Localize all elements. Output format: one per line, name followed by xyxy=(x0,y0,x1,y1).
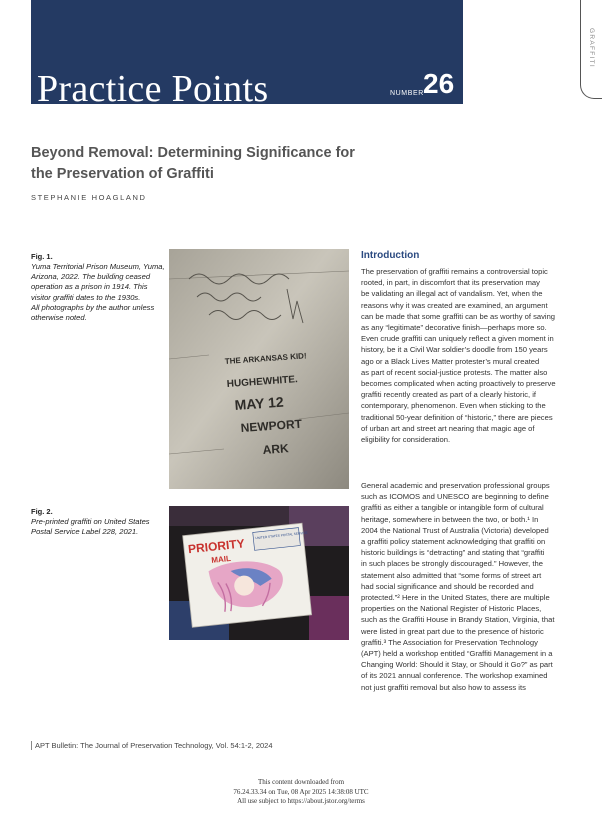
intro-paragraph-2 xyxy=(361,480,587,693)
text-line: as any “legitimate” decorative finish—perhaps more so. xyxy=(361,323,547,333)
download-line: All use subject to https://about.jstor.org/terms xyxy=(237,797,365,805)
text-line: reasons why it was created are examined, an argument xyxy=(361,300,548,310)
text-line: 2004 the National Trust of Australia (Victoria) developed xyxy=(361,525,549,535)
article-title-line: the Preservation of Graffiti xyxy=(31,166,214,182)
text-line: Even crude graffiti can uniquely reflect a given moment in xyxy=(361,334,554,344)
download-notice xyxy=(0,778,602,807)
text-line: statement also admitted that “some forms of street art xyxy=(361,570,542,580)
section-heading-introduction: Introduction xyxy=(361,250,420,261)
text-line: (APT) held a workshop entitled “Graffiti Management in a xyxy=(361,649,553,659)
article-title-line: Beyond Removal: Determining Significance for xyxy=(31,145,355,161)
text-line: becomes complicated when acting proactively to preserve xyxy=(361,379,556,389)
article-title xyxy=(31,143,361,185)
text-line: properties on the National Register of Historic Places, xyxy=(361,604,542,614)
text-line: General academic and preservation professional groups xyxy=(361,481,550,490)
caption-line: All photographs by the author unless xyxy=(31,302,155,312)
text-line: of its 2021 annual conference. The workshop examined xyxy=(361,671,548,681)
caption-line: visitor graffiti dates to the 1930s. xyxy=(31,292,141,302)
graffiti-text: NEWPORT xyxy=(240,416,303,435)
text-line: historic buildings is “detracting” and stating that “graffiti xyxy=(361,548,545,558)
text-line: graffiti.³ The Association for Preservation Technology xyxy=(361,637,538,647)
series-title: Practice Points xyxy=(37,68,269,110)
graffiti-text: ARK xyxy=(262,441,290,457)
caption-line: operation as a prison in 1914. This xyxy=(31,282,148,292)
figure-1-photo xyxy=(169,249,349,489)
figure-2-photo xyxy=(169,506,349,640)
text-line: such as the Graffiti House in Brandy Station, Virginia, that xyxy=(361,615,555,625)
label-mail-text: MAIL xyxy=(210,553,232,565)
text-line: history, be it a Civil War soldier’s doodle from 150 years xyxy=(361,345,548,355)
figure-2-caption xyxy=(31,517,159,537)
graffiti-text: THE ARKANSAS KID! xyxy=(224,351,307,366)
text-line: can be made that some graffiti can be as worthy of saving xyxy=(361,311,556,321)
text-line: ago or a Black Lives Matter protester’s mural created xyxy=(361,356,540,366)
label-service-text: UNITED STATES POSTAL SERVICE xyxy=(255,530,308,541)
caption-line: Yuma Territorial Prison Museum, Yuma, xyxy=(31,262,165,271)
text-line: heritage, somewhere in between the two, or both.¹ In xyxy=(361,514,539,524)
caption-line: Pre-printed graffiti on United States xyxy=(31,517,150,526)
text-line: had social significance and should be recorded and xyxy=(361,581,534,591)
figure-1-label: Fig. 1. xyxy=(31,252,53,261)
text-line: graffiti as either a tangible or intangible form of cultural xyxy=(361,503,544,513)
text-line: eligibility for consideration. xyxy=(361,435,451,445)
issue-number-label: NUMBER xyxy=(390,90,424,97)
text-line: be validating an illegal act of vandalism. Yet, when the xyxy=(361,289,543,299)
text-line: The preservation of graffiti remains a controversial topic xyxy=(361,267,548,276)
download-line: This content downloaded from xyxy=(257,778,345,786)
graffiti-text: HUGHEWHITE. xyxy=(226,374,299,390)
section-tab-label: GRAFFITI xyxy=(588,28,595,69)
text-line: of urban art and street art nearing that magic age of xyxy=(361,423,535,433)
caption-line: Postal Service Label 228, 2021. xyxy=(31,527,139,537)
graffiti-text: MAY 12 xyxy=(234,393,285,413)
text-line: Changing World: Should it Stay, or Should it Go?” as part xyxy=(361,660,553,670)
text-line: contemporary, phenomenon. Even when sticking to the xyxy=(361,401,546,411)
download-line: 76.24.33.34 on Tue, 08 Apr 2025 14:38:08 UTC xyxy=(233,787,369,796)
text-line: graffiti recently created as part of a clearly historic, if xyxy=(361,390,537,400)
text-line: such as ICOMOS and UNESCO are beginning to define xyxy=(361,492,549,502)
issue-number: 26 xyxy=(423,68,455,99)
text-line: as part of recent social-justice protests. The matter also xyxy=(361,367,548,377)
journal-citation: APT Bulletin: The Journal of Preservation Technology, Vol. 54:1-2, 2024 xyxy=(31,741,273,750)
text-line: in such places be strongly discouraged.” However, the xyxy=(361,559,543,569)
text-line: a graffiti policy statement acknowledging that graffiti on xyxy=(361,537,546,547)
text-line: traditional 50-year definition of “historic,” there are pieces xyxy=(361,412,553,422)
label-priority-text: PRIORITY xyxy=(187,536,246,557)
text-line: not just graffiti removal but also how to assess its xyxy=(361,682,526,692)
text-line: protected.”² Here in the United States, there are multiple xyxy=(361,593,550,603)
caption-line: Arizona, 2022. The building ceased xyxy=(31,272,151,282)
figure-2-label: Fig. 2. xyxy=(31,507,53,516)
text-line: were listed in great part due to the presence of historic xyxy=(361,626,544,636)
intro-paragraph-1 xyxy=(361,266,587,445)
author-byline: STEPHANIE HOAGLAND xyxy=(31,193,147,202)
text-line: rooted, in part, in discomfort that its preservation may xyxy=(361,278,540,288)
caption-line: otherwise noted. xyxy=(31,313,87,323)
figure-1-caption xyxy=(31,262,165,323)
